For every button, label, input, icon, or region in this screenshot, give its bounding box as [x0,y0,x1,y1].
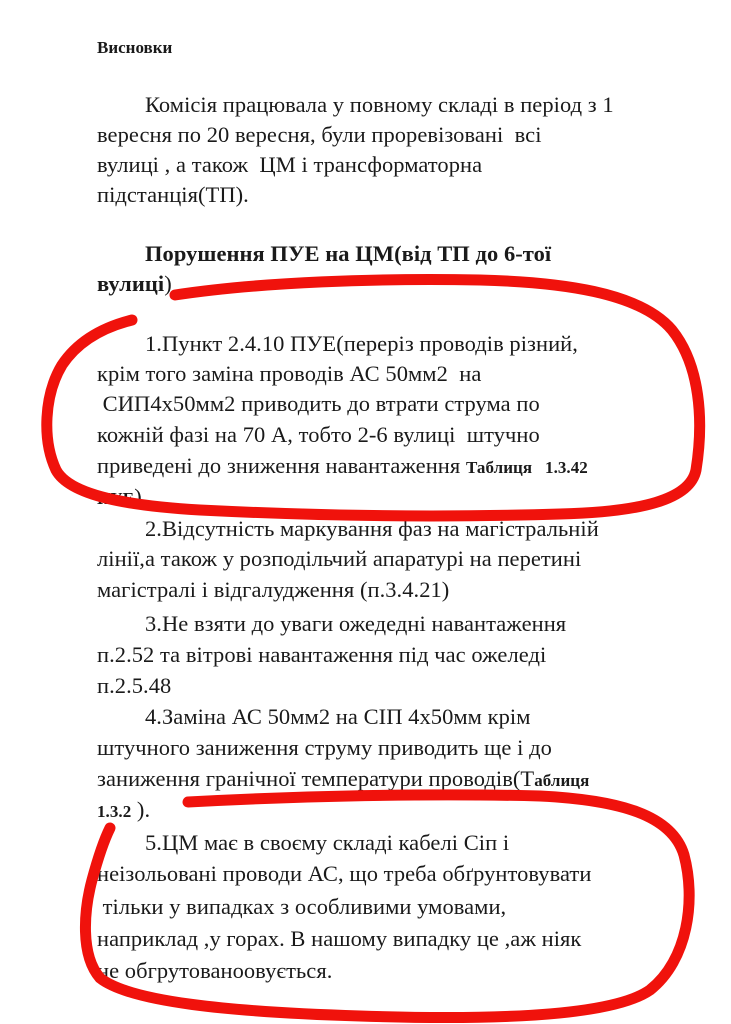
item-line: неізольовані проводи АС, що треба обґрунтовувати [97,861,592,886]
item-line: 1.Пункт 2.4.10 ПУЕ(переріз проводів різний, [145,331,578,356]
table-reference-tail: ПУЕ [97,489,135,508]
section-heading-line-2 [97,270,172,298]
item-line-with-ref [97,452,588,482]
item-line: не обгрутованоовується. [97,958,333,983]
item-text: приведені до зниження навантаження [97,453,466,478]
item-tail: ). [131,797,151,822]
table-reference-tail: 1.3.2 [97,802,132,821]
table-reference: Таблиця 1.3.42 [465,458,588,477]
intro-line: вересня по 20 вересня, були проревізовані всі [97,122,542,147]
item-line: СИП4х50мм2 приводить до втрати струма по [97,391,540,416]
item-ref-line [97,796,150,826]
item-line: 4.Заміна АС 50мм2 на СІП 4х50мм крім [145,704,531,729]
intro-line: вулиці , а також ЦМ і трансформаторна [97,152,483,177]
item-ref-line [97,483,142,513]
item-line-with-ref [97,765,589,795]
section-heading-line: Порушення ПУЕ на ЦМ(від ТП до 6-тої [145,241,552,266]
item-line: лінії,а також у розподільчий апаратурі на перетині [97,546,582,571]
item-line: 3.Не взяти до уваги ожедедні навантаження [145,611,567,636]
intro-line: Комісія працювала у повному складі в період з 1 [145,92,614,117]
item-line: крім того заміна проводів АС 50мм2 на [97,361,482,386]
item-line: 5.ЦМ має в своєму складі кабелі Сіп і [145,830,510,855]
item-line: тільки у випадках з особливими умовами, [97,894,507,919]
table-reference: аблиця [534,771,590,790]
section-heading-tail: ) [164,271,172,296]
item-text: заниження гранічної температури проводів(Т [97,766,535,791]
item-line: п.2.5.48 [97,673,172,698]
item-line: магістралі і відгалудження (п.3.4.21) [97,577,450,602]
item-line: кожній фазі на 70 А, тобто 2-6 вулиці штучно [97,422,540,447]
item-line: 2.Відсутність маркування фаз на магістральній [145,516,599,541]
section-heading-text: вулиці [97,271,165,296]
item-line: наприклад ,у горах. В нашому випадку це ,аж ніяк [97,926,582,951]
item-line: п.2.52 та вітрові навантаження під час ожеледі [97,642,547,667]
document-title: Висновки [97,38,173,57]
item-tail: ) [134,484,142,509]
intro-line: підстанція(ТП). [97,182,249,207]
item-line: штучного заниження струму приводить ще і до [97,735,552,760]
